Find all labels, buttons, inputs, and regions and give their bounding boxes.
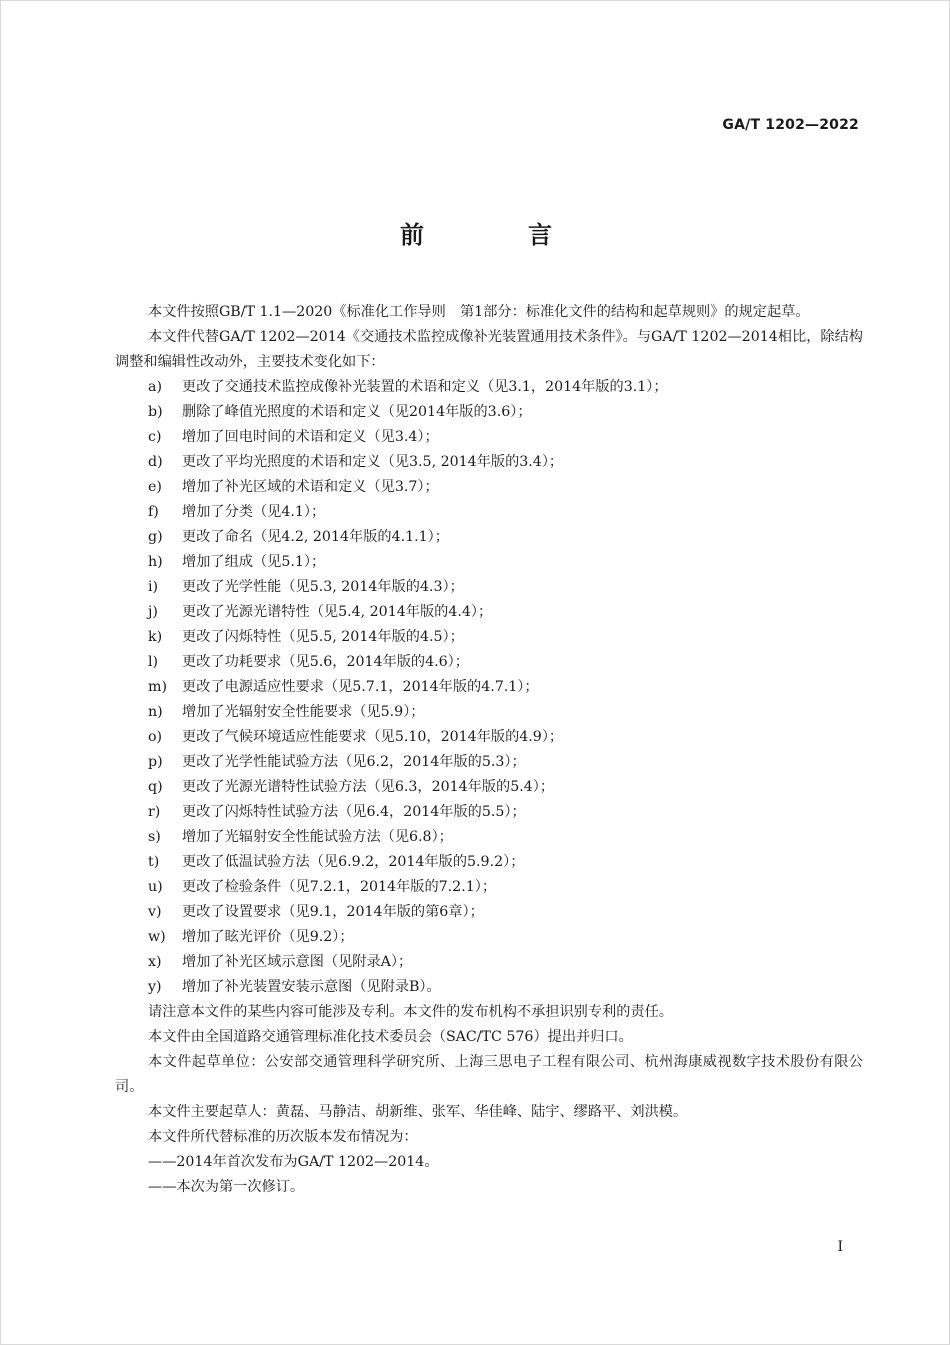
- page-title: 前 言: [400, 221, 592, 249]
- list-item-label: a): [148, 379, 162, 395]
- list-item: [115, 875, 863, 900]
- list-item-label: o): [148, 729, 163, 745]
- list-item-label: g): [148, 529, 163, 545]
- list-item: [115, 525, 863, 550]
- document-code: GA/T 1202—2022: [722, 117, 859, 133]
- list-item: [115, 375, 863, 400]
- paragraph-replacement: 本文件代替GA/T 1202—2014《交通技术监控成像补光装置通用技术条件》。与GA/T 1202—2014相比，除结构调整和编辑性改动外，主要技术变化如下：: [115, 329, 863, 370]
- list-item: [115, 650, 863, 675]
- list-item-text: 增加了光辐射安全性能试验方法（见6.8）；: [182, 829, 453, 845]
- list-item-text: 更改了交通技术监控成像补光装置的术语和定义（见3.1，2014年版的3.1）；: [182, 379, 668, 395]
- list-item: [115, 775, 863, 800]
- list-item: [115, 550, 863, 575]
- list-item-text: 更改了闪烁特性（见5.5, 2014年版的4.5）；: [182, 629, 464, 645]
- list-item-text: 更改了光学性能（见5.3, 2014年版的4.3）；: [182, 579, 464, 595]
- list-item-text: 增加了补光装置安装示意图（见附录B）。: [182, 979, 441, 995]
- list-item-label: p): [148, 754, 163, 770]
- list-item-label: w): [148, 929, 166, 945]
- list-item: [115, 500, 863, 525]
- list-item-label: v): [148, 904, 162, 920]
- list-item: [115, 975, 863, 1000]
- page-number: I: [837, 1239, 843, 1255]
- list-item-label: k): [148, 629, 163, 645]
- paragraph-history-first: ——2014年首次发布为GA/T 1202—2014。: [148, 1154, 439, 1170]
- list-item-label: l): [148, 654, 159, 670]
- list-item-text: 增加了光辐射安全性能要求（见5.9）；: [182, 704, 425, 720]
- list-item-text: 删除了峰值光照度的术语和定义（见2014年版的3.6）；: [182, 404, 532, 420]
- list-item: [115, 850, 863, 875]
- list-item: [115, 750, 863, 775]
- list-item-label: m): [148, 679, 167, 695]
- list-item-text: 增加了补光区域的术语和定义（见3.7）；: [182, 479, 439, 495]
- list-item: [115, 425, 863, 450]
- list-item-label: d): [148, 454, 163, 470]
- list-item: [115, 625, 863, 650]
- list-item: [115, 575, 863, 600]
- list-item-text: 更改了光源光谱特性（见5.4, 2014年版的4.4）；: [182, 604, 493, 620]
- list-item: [115, 825, 863, 850]
- list-item-text: 更改了气候环境适应性能要求（见5.10，2014年版的4.9）；: [182, 729, 564, 745]
- list-item-text: 增加了补光区域示意图（见附录A）；: [182, 954, 413, 970]
- list-item-label: x): [148, 954, 162, 970]
- paragraph-history-intro: 本文件所代替标准的历次版本发布情况为：: [148, 1129, 418, 1145]
- list-item-label: q): [148, 779, 163, 795]
- list-item-label: c): [148, 429, 162, 445]
- list-item-label: n): [148, 704, 163, 720]
- list-item-label: i): [148, 579, 159, 595]
- list-item-label: h): [148, 554, 163, 570]
- paragraph-drafting-units: 本文件起草单位：公安部交通管理科学研究所、上海三思电子工程有限公司、杭州海康威视数字技术股份有限公司。: [115, 1054, 863, 1095]
- list-item-text: 增加了分类（见4.1）；: [182, 504, 326, 520]
- list-item-label: b): [148, 404, 163, 420]
- list-item-label: u): [148, 879, 163, 895]
- list-item-text: 更改了功耗要求（见5.6，2014年版的4.6）；: [182, 654, 469, 670]
- list-item: [115, 800, 863, 825]
- list-item: [115, 600, 863, 625]
- list-item: [115, 450, 863, 475]
- list-item-text: 更改了光学性能试验方法（见6.2，2014年版的5.3）；: [182, 754, 526, 770]
- list-item-text: 增加了回电时间的术语和定义（见3.4）；: [182, 429, 439, 445]
- paragraph-patent-notice: 请注意本文件的某些内容可能涉及专利。本文件的发布机构不承担识别专利的责任。: [148, 1004, 673, 1020]
- list-item-text: 更改了命名（见4.2, 2014年版的4.1.1）；: [182, 529, 449, 545]
- paragraph-proposer: 本文件由全国道路交通管理标准化技术委员会（SAC/TC 576）提出并归口。: [148, 1029, 633, 1045]
- paragraph-history-revision: ——本次为第一次修订。: [148, 1179, 305, 1195]
- paragraph-drafting-rules: 本文件按照GB/T 1.1—2020《标准化工作导则 第1部分：标准化文件的结构和起草规则》的规定起草。: [148, 304, 810, 320]
- list-item: [115, 950, 863, 975]
- list-item-label: r): [148, 804, 161, 820]
- paragraph-drafters: 本文件主要起草人：黄磊、马静洁、胡新维、张军、华佳峰、陆宇、缪路平、刘洪模。: [148, 1104, 688, 1120]
- list-item-text: 更改了低温试验方法（见6.9.2，2014年版的5.9.2）；: [182, 854, 525, 870]
- changes-list: [115, 375, 863, 1000]
- list-item: [115, 900, 863, 925]
- list-item-text: 更改了闪烁特性试验方法（见6.4，2014年版的5.5）；: [182, 804, 526, 820]
- list-item-text: 更改了光源光谱特性试验方法（见6.3，2014年版的5.4）；: [182, 779, 555, 795]
- list-item-label: y): [148, 979, 162, 995]
- list-item-text: 更改了平均光照度的术语和定义（见3.5, 2014年版的3.4）；: [182, 454, 564, 470]
- list-item: [115, 675, 863, 700]
- list-item-label: s): [148, 829, 161, 845]
- list-item: [115, 725, 863, 750]
- list-item-label: f): [148, 504, 159, 520]
- foreword-body: [115, 300, 863, 1200]
- list-item-label: e): [148, 479, 162, 495]
- list-item-text: 更改了电源适应性要求（见5.7.1，2014年版的4.7.1）；: [182, 679, 539, 695]
- list-item-text: 更改了设置要求（见9.1，2014年版的第6章）；: [182, 904, 484, 920]
- list-item-text: 增加了组成（见5.1）；: [182, 554, 326, 570]
- list-item-text: 增加了眩光评价（见9.2）；: [182, 929, 354, 945]
- list-item: [115, 475, 863, 500]
- list-item-label: t): [148, 854, 160, 870]
- list-item: [115, 925, 863, 950]
- list-item: [115, 400, 863, 425]
- list-item-text: 更改了检验条件（见7.2.1，2014年版的7.2.1）；: [182, 879, 497, 895]
- list-item: [115, 700, 863, 725]
- list-item-label: j): [148, 604, 158, 620]
